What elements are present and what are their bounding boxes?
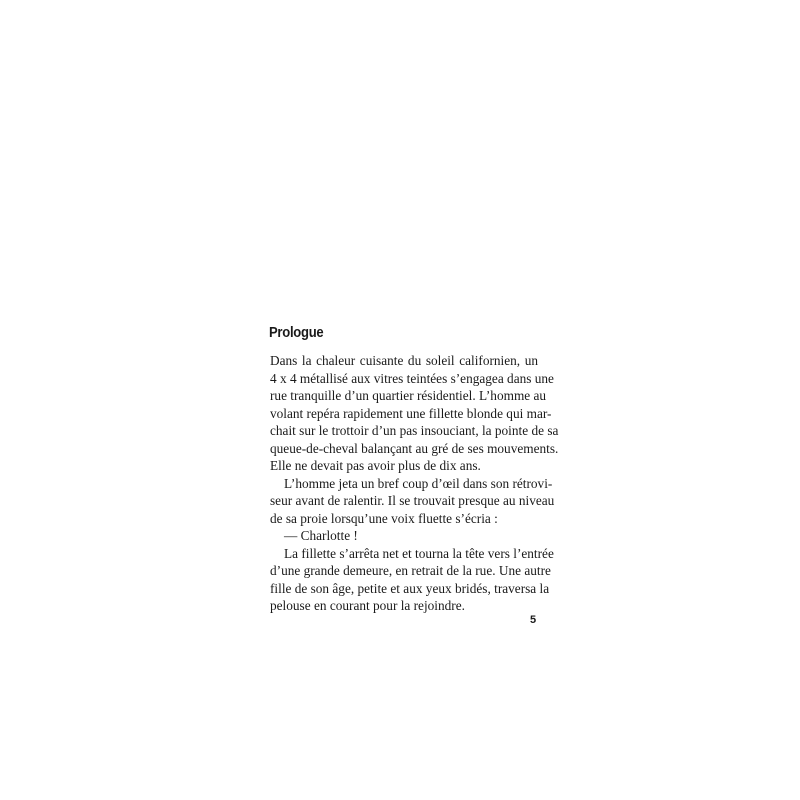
dialogue-line: — Charlotte !	[284, 528, 358, 543]
text-line: queue-de-cheval balançant au gré de ses mouvements.	[270, 440, 559, 456]
text-line: chait sur le trottoir d’un pas insouciant, la pointe de sa	[270, 423, 559, 438]
body-text	[270, 352, 559, 615]
chapter-title: Prologue	[269, 325, 324, 341]
text-line: La fillette s’arrêta net et tourna la tête vers l’entrée	[284, 545, 554, 561]
text-line: fille de son âge, petite et aux yeux bridés, traversa la	[270, 580, 550, 596]
text-line: seur avant de ralentir. Il se trouvait presque au niveau	[270, 493, 555, 508]
text-line: volant repéra rapidement une fillette blonde qui mar-	[270, 405, 552, 421]
text-line: d’une grande demeure, en retrait de la rue. Une autre	[270, 563, 551, 578]
text-line: rue tranquille d’un quartier résidentiel. L’homme au	[270, 388, 547, 403]
text-line: 4 x 4 métallisé aux vitres teintées s’engagea dans une	[270, 370, 554, 386]
text-line: pelouse en courant pour la rejoindre.	[270, 598, 465, 613]
text-line: L’homme jeta un bref coup d’œil dans son rétrovi-	[284, 475, 553, 491]
page-number: 5	[530, 614, 537, 626]
text-line: Dans la chaleur cuisante du soleil californien, un	[270, 353, 538, 368]
text-line: Elle ne devait pas avoir plus de dix ans.	[270, 458, 481, 473]
text-line: de sa proie lorsqu’une voix fluette s’écria :	[270, 510, 498, 526]
